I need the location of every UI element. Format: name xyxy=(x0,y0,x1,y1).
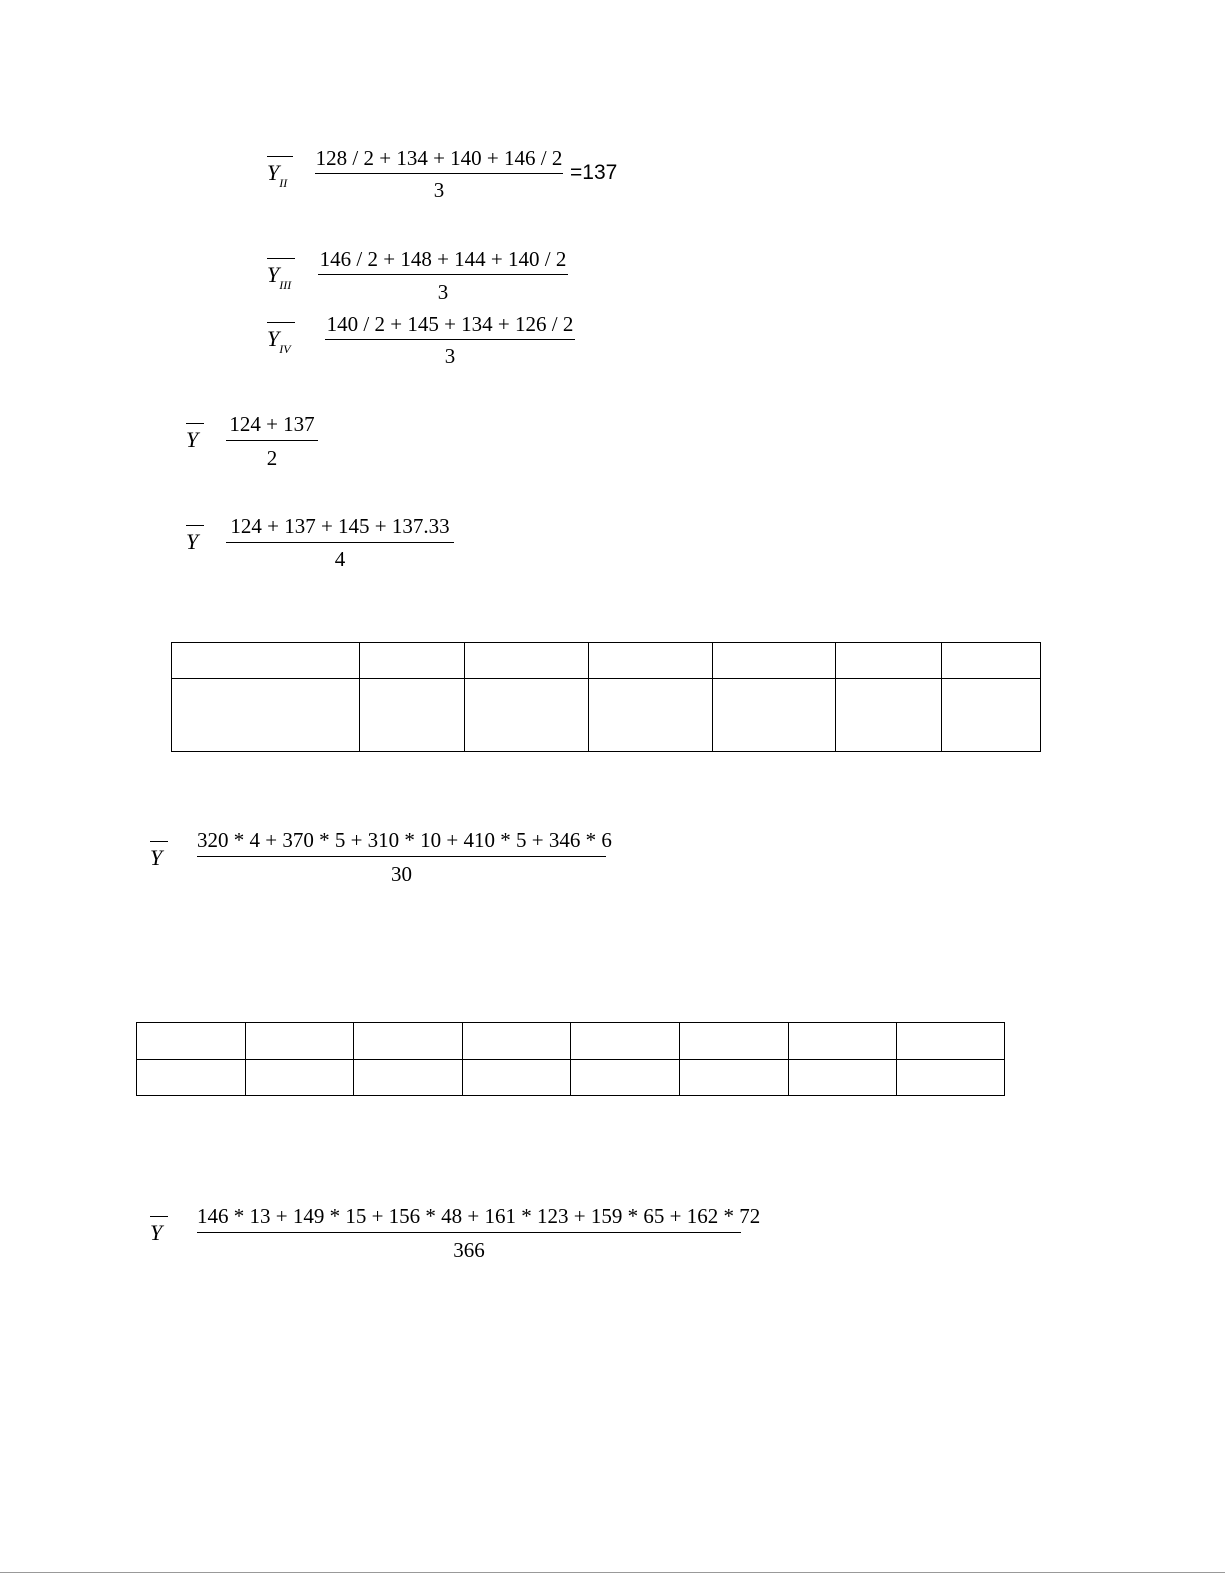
table-cell xyxy=(245,1023,354,1060)
fraction-bar xyxy=(197,856,606,857)
denominator: 4 xyxy=(334,547,346,571)
table-cell xyxy=(942,679,1041,752)
table-cell xyxy=(788,1023,897,1060)
y-bar-symbol: $Y_{III}$ xyxy=(267,264,291,289)
table-cell xyxy=(942,643,1041,679)
numerator: 320 * 4 + 370 * 5 + 310 * 10 + 410 * 5 + 346 * 6 xyxy=(197,828,612,852)
table-cell xyxy=(359,643,465,679)
y-bar-symbol: Y xyxy=(186,531,198,553)
table-cell xyxy=(465,643,589,679)
table-cell xyxy=(680,1023,789,1060)
table-cell xyxy=(462,1060,571,1096)
y-bar-symbol: Y xyxy=(186,429,198,451)
table-cell xyxy=(571,1023,680,1060)
data-table-1 xyxy=(171,642,1041,752)
table-cell xyxy=(137,1060,246,1096)
table-cell xyxy=(245,1060,354,1096)
fraction-bar xyxy=(325,339,575,340)
denominator: 30 xyxy=(391,862,412,886)
table-cell xyxy=(462,1023,571,1060)
table-cell xyxy=(897,1023,1005,1060)
y-bar-symbol: $Y_{IV}$ xyxy=(267,328,291,353)
y-bar-symbol: Y xyxy=(150,1222,162,1244)
table-cell xyxy=(712,643,836,679)
table-cell xyxy=(836,679,942,752)
table-cell xyxy=(137,1023,246,1060)
numerator: 146 * 13 + 149 * 15 + 156 * 48 + 161 * 123 + 159 * 65 + 162 * 72 xyxy=(197,1204,761,1228)
fraction-bar xyxy=(318,274,568,275)
denominator: 3 xyxy=(437,280,449,304)
data-table-2 xyxy=(136,1022,1005,1096)
table-cell xyxy=(354,1023,463,1060)
denominator: 2 xyxy=(266,446,278,470)
denominator: 366 xyxy=(453,1238,485,1262)
y-bar-symbol: Y xyxy=(150,847,162,869)
table-cell xyxy=(465,679,589,752)
numerator: 146 / 2 + 148 + 144 + 140 / 2 xyxy=(319,247,567,271)
table-cell xyxy=(589,643,713,679)
numerator: 140 / 2 + 145 + 134 + 126 / 2 xyxy=(326,312,574,336)
table-cell xyxy=(571,1060,680,1096)
denominator: 3 xyxy=(433,178,445,202)
fraction-bar xyxy=(197,1232,741,1233)
fraction-bar xyxy=(226,542,454,543)
fraction-bar xyxy=(226,440,318,441)
table-cell xyxy=(712,679,836,752)
table-cell xyxy=(897,1060,1005,1096)
table-cell xyxy=(172,679,360,752)
table-cell xyxy=(172,643,360,679)
result: =137 xyxy=(570,161,618,184)
table-cell xyxy=(354,1060,463,1096)
y-bar-symbol: $Y_{II}$ xyxy=(267,162,287,187)
table-cell xyxy=(836,643,942,679)
fraction-bar xyxy=(315,173,563,174)
table-cell xyxy=(680,1060,789,1096)
table-cell xyxy=(359,679,465,752)
table-cell xyxy=(589,679,713,752)
numerator: 124 + 137 + 145 + 137.33 xyxy=(230,514,450,538)
numerator: 128 / 2 + 134 + 140 + 146 / 2 xyxy=(315,146,563,170)
footer-rule xyxy=(0,1572,1225,1573)
denominator: 3 xyxy=(444,344,456,368)
table-cell xyxy=(788,1060,897,1096)
numerator: 124 + 137 xyxy=(229,412,315,436)
